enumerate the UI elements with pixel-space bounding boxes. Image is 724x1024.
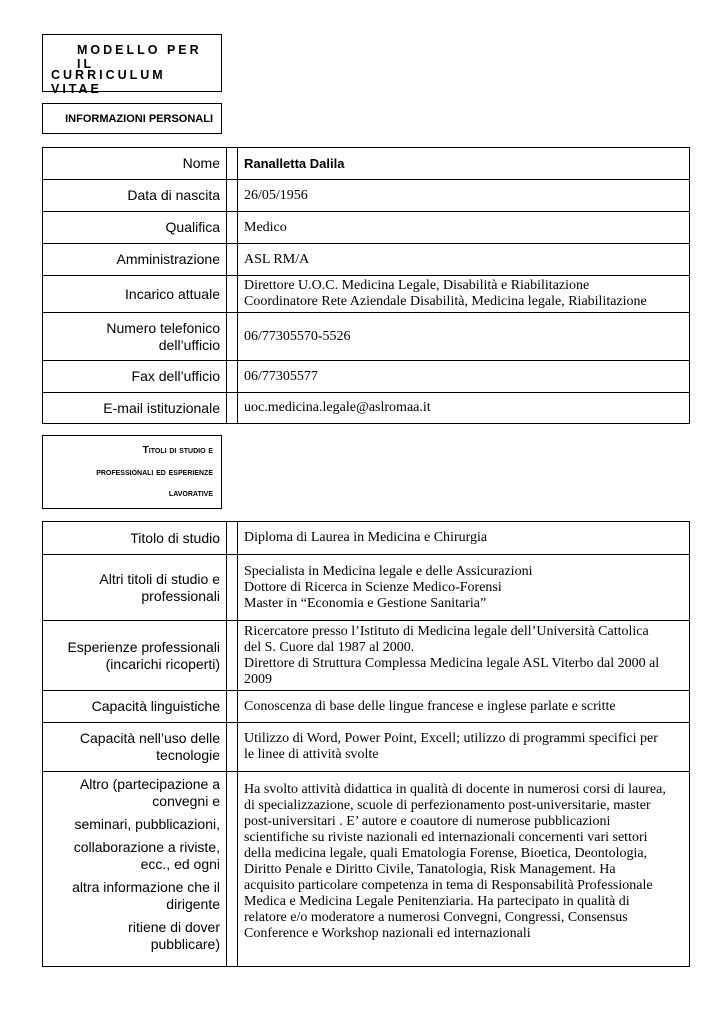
studies-table <box>42 521 690 967</box>
row-label: Incarico attuale <box>43 276 227 313</box>
email-value: uoc.medicina.legale@aslromaa.it <box>238 393 690 424</box>
table-row <box>43 621 690 691</box>
table-row <box>43 180 690 212</box>
studies-heading <box>42 435 222 509</box>
table-row <box>43 276 690 313</box>
studies-heading-line3: lavorative <box>168 488 213 499</box>
studies-heading-line1: Titoli di studio e <box>142 445 213 456</box>
experience-value: Ricercatore presso l’Istituto di Medicina legale dell’Università Cattolica del S. Cuore dal 1987 al 2000. Direttore di Struttura Complessa Medicina legale ASL Viterbo dal 2000 al 2009 <box>238 621 690 691</box>
name-value: Ranalletta Dalila <box>238 148 690 180</box>
other-info-value: Ha svolto attività didattica in qualità di docente in numerosi corsi di laurea, di specializzazione, scuole di perfezionamento post-universitarie, master post-universitari . E’ autore e coautore di numerose pubblicazioni scientifiche su riviste nazionali ed internazionali concernenti vari settori della medicina legale, quali Ematologia Forense, Bioetica, Deontologia, Diritto Penale e Diritto Civile, Tanatologia, Risk Management. Ha acquisito particolare competenza in tema di Responsabilità Professionale Medica e Medicina Legale Penitenziaria. Ha partecipato in qualità di relatore e/o moderatore a numerosi Convegni, Congressi, Consensus Conference e Workshop nazionali ed internazionali <box>238 772 690 967</box>
table-row <box>43 522 690 555</box>
row-label: Altro (partecipazione a convegni e seminari, pubblicazioni, collaborazione a riviste, ecc., ed ogni altra informazione che il dirigente ritiene di dover pubblicare) <box>43 772 227 967</box>
table-row <box>43 555 690 621</box>
row-label: Capacità linguistiche <box>43 691 227 723</box>
row-label: Altri titoli di studio e professionali <box>43 555 227 621</box>
other-titles-value: Specialista in Medicina legale e delle Assicurazioni Dottore di Ricerca in Scienze Medico-Forensi Master in “Economia e Gestione Sanitaria” <box>238 555 690 621</box>
row-label: Fax dell’ufficio <box>43 361 227 393</box>
table-row <box>43 691 690 723</box>
row-label: Esperienze professionali (incarichi ricoperti) <box>43 621 227 691</box>
birthdate-value: 26/05/1956 <box>238 180 690 212</box>
table-row <box>43 313 690 361</box>
row-label: Nome <box>43 148 227 180</box>
table-row <box>43 772 690 967</box>
table-row <box>43 244 690 276</box>
tech-skills-value: Utilizzo di Word, Power Point, Excell; utilizzo di programmi specifici per le linee di attività svolte <box>238 723 690 772</box>
personal-info-heading <box>42 103 222 134</box>
cv-title-box <box>42 34 222 96</box>
row-label: Titolo di studio <box>43 522 227 555</box>
table-row <box>43 361 690 393</box>
table-row <box>43 148 690 180</box>
personal-info-heading-text: INFORMAZIONI PERSONALI <box>65 113 213 125</box>
table-row <box>43 393 690 424</box>
personal-info-table <box>42 147 690 424</box>
row-label: Data di nascita <box>43 180 227 212</box>
cv-title-line2: CURRICULUM VITAE <box>51 68 166 96</box>
row-label: Capacità nell’uso delle tecnologie <box>43 723 227 772</box>
table-row <box>43 723 690 772</box>
current-role-value: Direttore U.O.C. Medicina Legale, Disabilità e Riabilitazione Coordinatore Rete Aziendale Disabilità, Medicina legale, Riabilitazione <box>238 276 690 313</box>
cv-title-line1: MODELLO PER IL <box>77 43 202 71</box>
table-row <box>43 212 690 244</box>
studies-heading-line2: professionali ed esperienze <box>96 467 213 478</box>
row-label: Amministrazione <box>43 244 227 276</box>
row-label: E-mail istituzionale <box>43 393 227 424</box>
languages-value: Conoscenza di base delle lingue francese e inglese parlate e scritte <box>238 691 690 723</box>
administration-value: ASL RM/A <box>238 244 690 276</box>
qualification-value: Medico <box>238 212 690 244</box>
degree-value: Diploma di Laurea in Medicina e Chirurgia <box>238 522 690 555</box>
row-label: Qualifica <box>43 212 227 244</box>
fax-value: 06/77305577 <box>238 361 690 393</box>
row-label: Numero telefonico dell’ufficio <box>43 313 227 361</box>
phone-value: 06/77305570-5526 <box>238 313 690 361</box>
